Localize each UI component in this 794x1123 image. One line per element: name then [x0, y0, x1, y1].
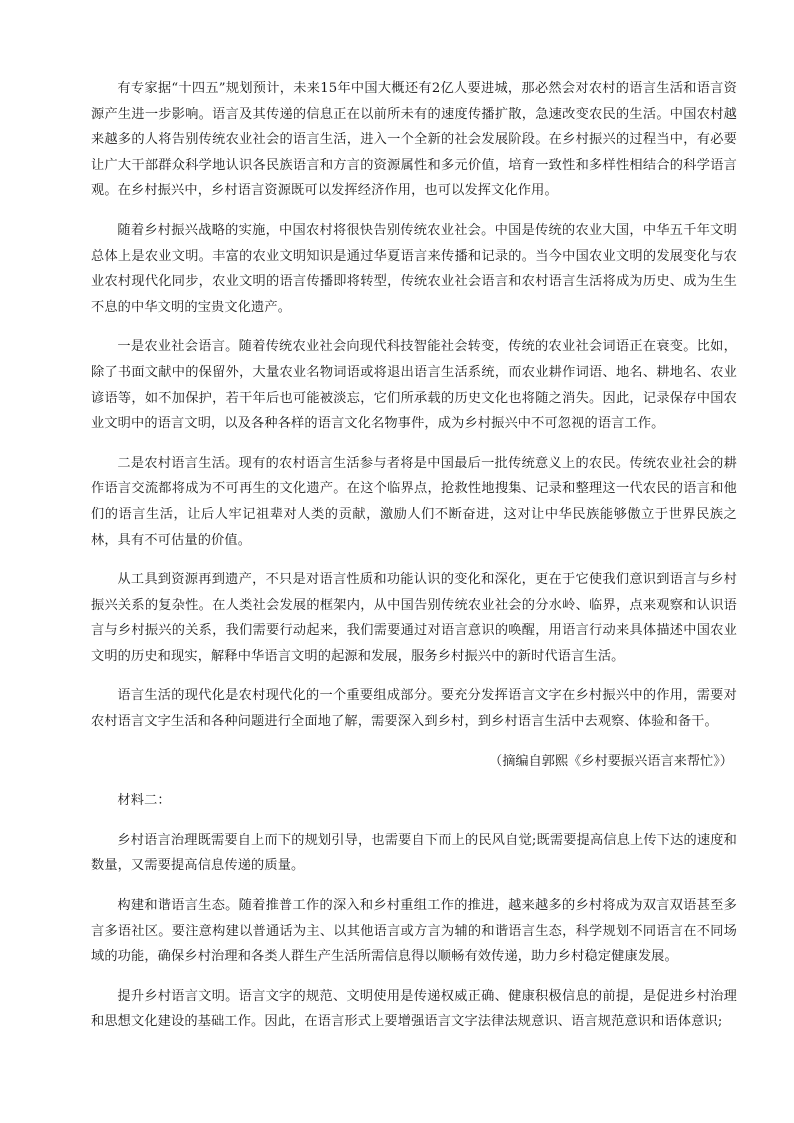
material2-paragraph-1: 乡村语言治理既需要自上而下的规划引导，也需要自下而上的民风自觉;既需要提高信息上传下达的速度和数量，又需要提高信息传递的质量。: [91, 832, 737, 874]
article-paragraph-2: 随着乡村振兴战略的实施，中国农村将很快告别传统农业社会。中国是传统的农业大国，中华五千年文明总体上是农业文明。丰富的农业文明知识是通过华夏语言来传播和记录的。当今中国农业文明的发展变化与农业农村现代化同步，农业文明的语言传播即将转型，传统农业社会语言和农村语言生活将成为历史、成为生生不息的中华文明的宝贵文化遗产。: [91, 222, 737, 315]
material2-paragraph-3: 提升乡村语言文明。语言文字的规范、文明使用是传递权威正确、健康积极信息的前提，是促进乡村治理和思想文化建设的基础工作。因此，在语言形式上要增强语言文字法律法规意识、语言规范意识和语体意识;: [91, 988, 737, 1030]
article-paragraph-3: 一是农业社会语言。随着传统农业社会向现代科技智能社会转变，传统的农业社会词语正在衰变。比如，除了书面文献中的保留外，大量农业名物词语或将退出语言生活系统，而农业耕作词语、地名、耕地名、农业谚语等，如不加保护，若干年后也可能被淡忘，它们所承载的历史文化也将随之消失。因此，记录保存中国农业文明中的语言文明，以及各种各样的语言文化名物事件，成为乡村振兴中不可忽视的语言工作。: [91, 339, 737, 432]
article-paragraph-4: 二是农村语言生活。现有的农村语言生活参与者将是中国最后一批传统意义上的农民。传统农业社会的耕作语言交流都将成为不可再生的文化遗产。在这个临界点，抢救性地搜集、记录和整理这一代农民的语言和他们的语言生活，让后人牢记祖辈对人类的贡献，激励人们不断奋进，这对让中华民族能够傲立于世界民族之林，具有不可估量的价值。: [91, 455, 737, 548]
material2-label: 材料二：: [117, 793, 171, 809]
article-paragraph-5: 从工具到资源再到遗产，不只是对语言性质和功能认识的变化和深化，更在于它使我们意识到语言与乡村振兴关系的复杂性。在人类社会发展的框架内，从中国告别传统农业社会的分水岭、临界，点来观察和认识语言与乡村振兴的关系，我们需要行动起来，我们需要通过对语言意识的唤醒，用语言行动来具体描述中国农业文明的历史和现实，解释中华语言文明的起源和发展，服务乡村振兴中的新时代语言生活。: [91, 572, 737, 664]
article-paragraph-1: 有专家据“十四五”规划预计，未来15年中国大概还有2亿人要进城，那必然会对农村的语言生活和语言资源产生进一步影响。语言及其传递的信息正在以前所未有的速度传播扩散，急速改变农民的生活。中国农村越来越多的人将告别传统农业社会的语言生活，进入一个全新的社会发展阶段。在乡村振兴的过程当中，有必要让广大干部群众科学地认识各民族语言和方言的资源属性和多元价值，培育一致性和多样性相结合的科学语言观。在乡村振兴中，乡村语言资源既可以发挥经济作用，也可以发挥文化作用。: [91, 81, 737, 199]
article-source-citation: （摘编自郭熙《乡村要振兴语言来帮忙》）: [489, 753, 733, 769]
material2-paragraph-2: 构建和谐语言生态。随着推普工作的深入和乡村重组工作的推进，越来越多的乡村将成为双言双语甚至多言多语社区。要注意构建以普通话为主、以其他语言或方言为辅的和谐语言生态，科学规划不同语言在不同场域的功能，确保乡村治理和各类人群生产生活所需信息得以顺畅有效传递，助力乡村稳定健康发展。: [91, 898, 737, 965]
article-paragraph-6: 语言生活的现代化是农村现代化的一个重要组成部分。要充分发挥语言文字在乡村振兴中的作用，需要对农村语言文字生活和各种问题进行全面地了解，需要深入到乡村，到乡村语言生活中去观察、体验和备干。: [91, 688, 737, 730]
document-page: [91, 76, 737, 1035]
